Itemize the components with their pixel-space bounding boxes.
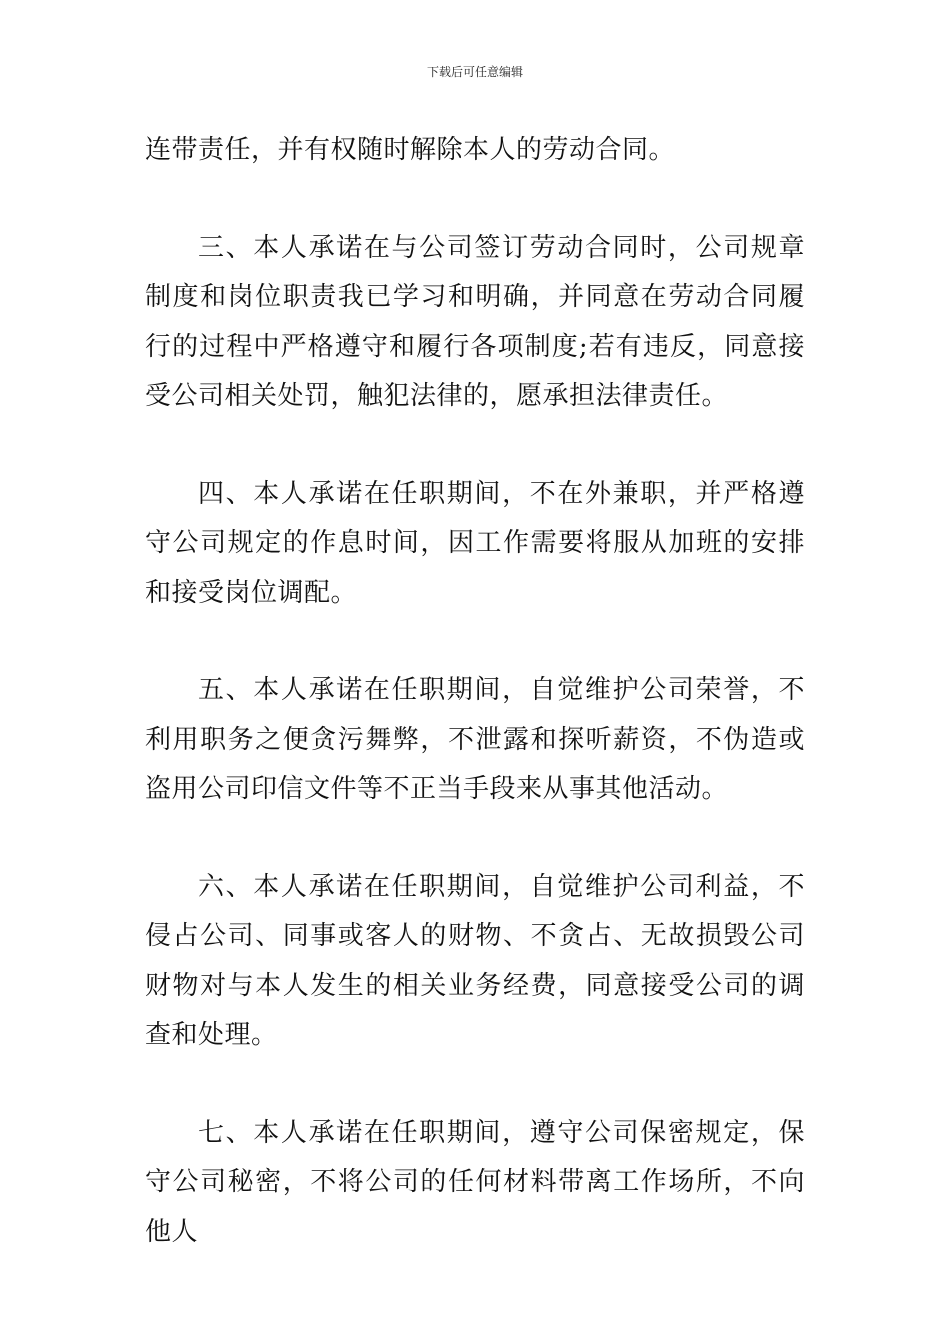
paragraph-clause-6: 六、本人承诺在任职期间，自觉维护公司利益，不侵占公司、同事或客人的财物、不贪占、无故损毁公司财物对与本人发生的相关业务经费，同意接受公司的调查和处理。: [145, 871, 805, 1050]
paragraph-clause-5: 五、本人承诺在任职期间，自觉维护公司荣誉，不利用职务之便贪污舞弊，不泄露和探听薪资，不伪造或盗用公司印信文件等不正当手段来从事其他活动。: [145, 675, 805, 804]
page-header: 下载后可任意编辑: [426, 65, 523, 79]
paragraph-clause-3: 三、本人承诺在与公司签订劳动合同时，公司规章制度和岗位职责我已学习和明确，并同意在劳动合同履行的过程中严格遵守和履行各项制度;若有违反，同意接受公司相关处罚，触犯法律的，愿承担法律责任。: [145, 232, 805, 411]
document-body: [145, 126, 805, 1305]
paragraph-clause-7: 七、本人承诺在任职期间，遵守公司保密规定，保守公司秘密，不将公司的任何材料带离工作场所，不向他人: [145, 1117, 805, 1247]
paragraph-clause-4: 四、本人承诺在任职期间，不在外兼职，并严格遵守公司规定的作息时间，因工作需要将服从加班的安排和接受岗位调配。: [145, 478, 805, 608]
paragraph-continuation: 连带责任，并有权随时解除本人的劳动合同。: [145, 135, 676, 165]
